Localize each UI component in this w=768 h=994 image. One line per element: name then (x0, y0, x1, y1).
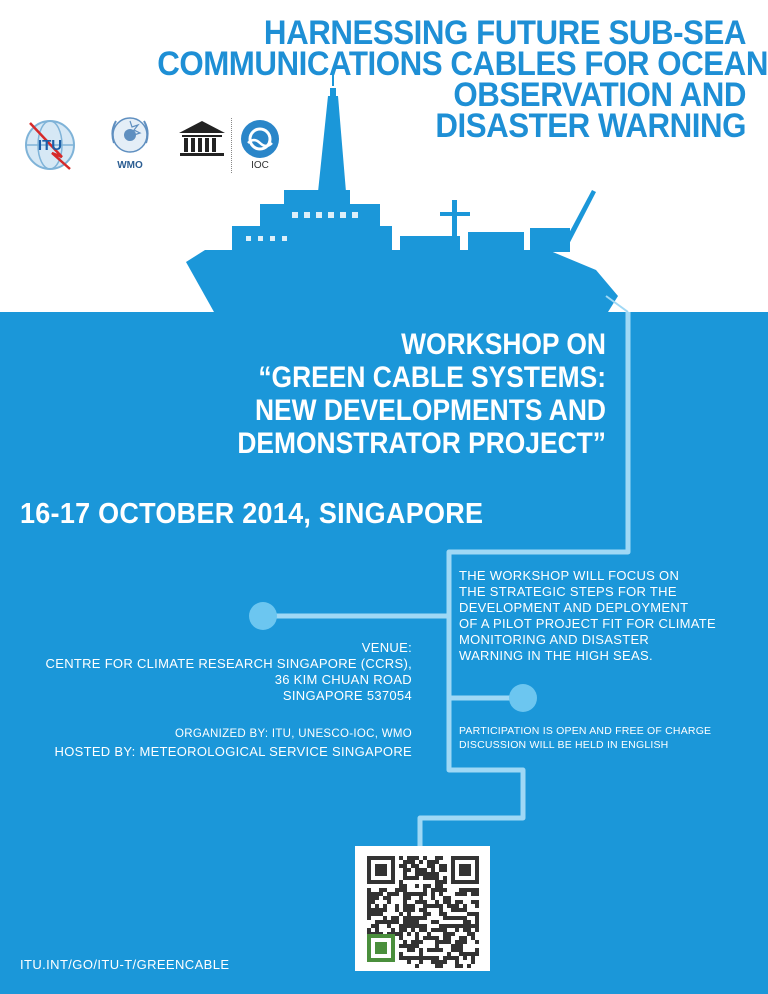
website-url[interactable]: ITU.INT/GO/ITU-T/GREENCABLE (20, 957, 230, 972)
workshop-title (148, 328, 606, 460)
wmo-caption: WMO (117, 160, 143, 171)
organizers-block (0, 726, 412, 760)
itu-text: ITU (37, 137, 63, 154)
qr-code-image (355, 846, 490, 971)
participation-line: DISCUSSION WILL BE HELD IN ENGLISH (459, 739, 669, 751)
venue-label: VENUE: (361, 640, 412, 655)
focus-line: OF A PILOT PROJECT FIT FOR CLIMATE (459, 616, 717, 631)
headline-line-2: COMMUNICATIONS CABLES FOR OCEAN (157, 45, 768, 83)
participation-line: PARTICIPATION IS OPEN AND FREE OF CHARGE (459, 725, 712, 737)
workshop-line-3: NEW DEVELOPMENTS AND (254, 394, 606, 427)
ioc-caption: IOC (251, 160, 269, 171)
headline-line-3: OBSERVATION AND (453, 76, 746, 114)
venue-line: SINGAPORE 537054 (282, 688, 412, 703)
organized-by: ORGANIZED BY: ITU, UNESCO-IOC, WMO (174, 728, 412, 740)
workshop-line-2: “GREEN CABLE SYSTEMS: (258, 361, 606, 394)
focus-line: MONITORING AND DISASTER (459, 632, 650, 647)
venue-block (0, 640, 412, 704)
focus-line: THE STRATEGIC STEPS FOR THE (459, 584, 677, 599)
workshop-line-1: WORKSHOP ON (401, 328, 606, 361)
info-node (509, 684, 537, 712)
headline-line-1: HARNESSING FUTURE SUB-SEA (263, 14, 746, 52)
focus-line: WARNING IN THE HIGH SEAS. (459, 648, 653, 663)
focus-line: DEVELOPMENT AND DEPLOYMENT (459, 600, 689, 615)
venue-line: CENTRE FOR CLIMATE RESEARCH SINGAPORE (CCRS), (45, 656, 412, 671)
hosted-by: HOSTED BY: METEOROLOGICAL SERVICE SINGAPORE (54, 744, 412, 759)
workshop-line-4: DEMONSTRATOR PROJECT” (237, 427, 606, 460)
venue-line: 36 KIM CHUAN ROAD (274, 672, 412, 687)
focus-line: THE WORKSHOP WILL FOCUS ON (459, 568, 680, 583)
focus-description (459, 568, 759, 664)
participation-info (459, 724, 759, 752)
qr-code[interactable] (355, 846, 490, 971)
venue-node (249, 602, 277, 630)
headline-line-4: DISASTER WARNING (435, 107, 746, 145)
event-date: 16-17 OCTOBER 2014, SINGAPORE (20, 498, 484, 530)
